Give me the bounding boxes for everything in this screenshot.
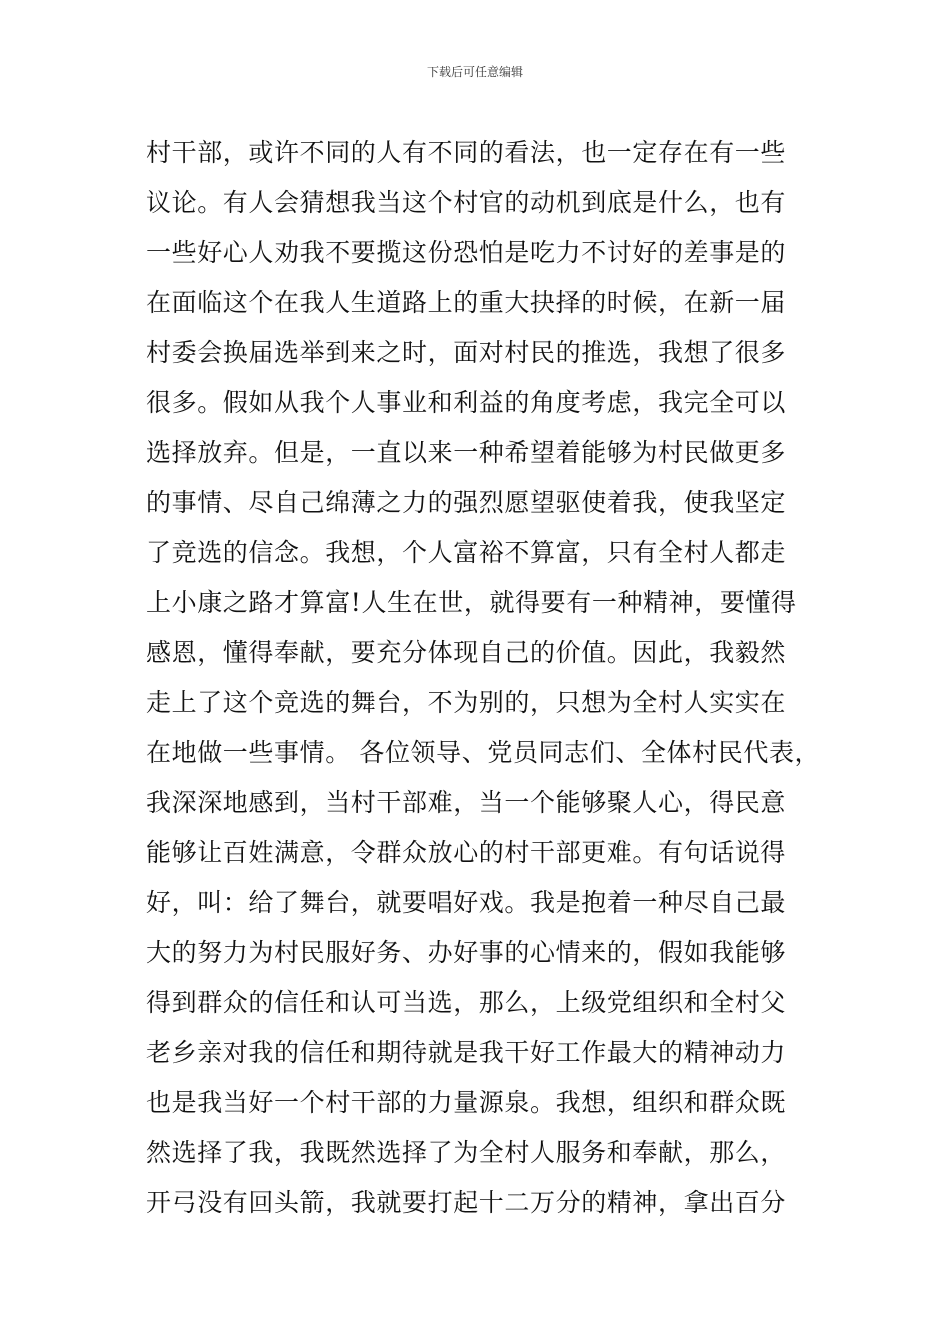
text-line: 的事情、尽自己绵薄之力的强烈愿望驱使着我，使我坚定	[146, 488, 787, 517]
text-line: 议论。有人会猜想我当这个村官的动机到底是什么，也有	[146, 188, 787, 217]
text-line: 老乡亲对我的信任和期待就是我干好工作最大的精神动力	[146, 1038, 787, 1067]
text-line: 我深深地感到，当村干部难，当一个能够聚人心，得民意	[146, 788, 787, 817]
text-line: 选择放弃。但是，一直以来一种希望着能够为村民做更多	[146, 438, 787, 467]
document-body	[146, 128, 836, 1228]
text-line: 也是我当好一个村干部的力量源泉。我想，组织和群众既	[146, 1088, 787, 1117]
text-line: 一些好心人劝我不要揽这份恐怕是吃力不讨好的差事是的	[146, 238, 787, 267]
text-line: 村委会换届选举到来之时，面对村民的推选，我想了很多	[146, 338, 787, 367]
text-line: 上小康之路才算富!人生在世，就得要有一种精神，要懂得	[146, 588, 797, 617]
text-line: 得到群众的信任和认可当选，那么，上级党组织和全村父	[146, 988, 787, 1017]
page-header: 下载后可任意编辑	[426, 65, 523, 79]
text-line: 好，叫：给了舞台，就要唱好戏。我是抱着一种尽自己最	[146, 888, 787, 917]
text-line: 村干部，或许不同的人有不同的看法，也一定存在有一些	[146, 138, 787, 167]
text-line: 走上了这个竞选的舞台，不为别的，只想为全村人实实在	[146, 688, 787, 717]
text-line: 然选择了我，我既然选择了为全村人服务和奉献，那么，	[146, 1138, 787, 1167]
text-line: 感恩，懂得奉献，要充分体现自己的价值。因此，我毅然	[146, 638, 787, 667]
text-line: 大的努力为村民服好务、办好事的心情来的，假如我能够	[146, 938, 787, 967]
text-line: 很多。假如从我个人事业和利益的角度考虑，我完全可以	[146, 388, 787, 417]
text-line: 开弓没有回头箭，我就要打起十二万分的精神，拿出百分	[146, 1188, 787, 1217]
text-line: 在地做一些事情。 各位领导、党员同志们、全体村民代表，	[146, 738, 821, 767]
text-line: 在面临这个在我人生道路上的重大抉择的时候，在新一届	[146, 288, 787, 317]
text-line: 了竞选的信念。我想，个人富裕不算富，只有全村人都走	[146, 538, 787, 567]
text-line: 能够让百姓满意，令群众放心的村干部更难。有句话说得	[146, 838, 787, 867]
